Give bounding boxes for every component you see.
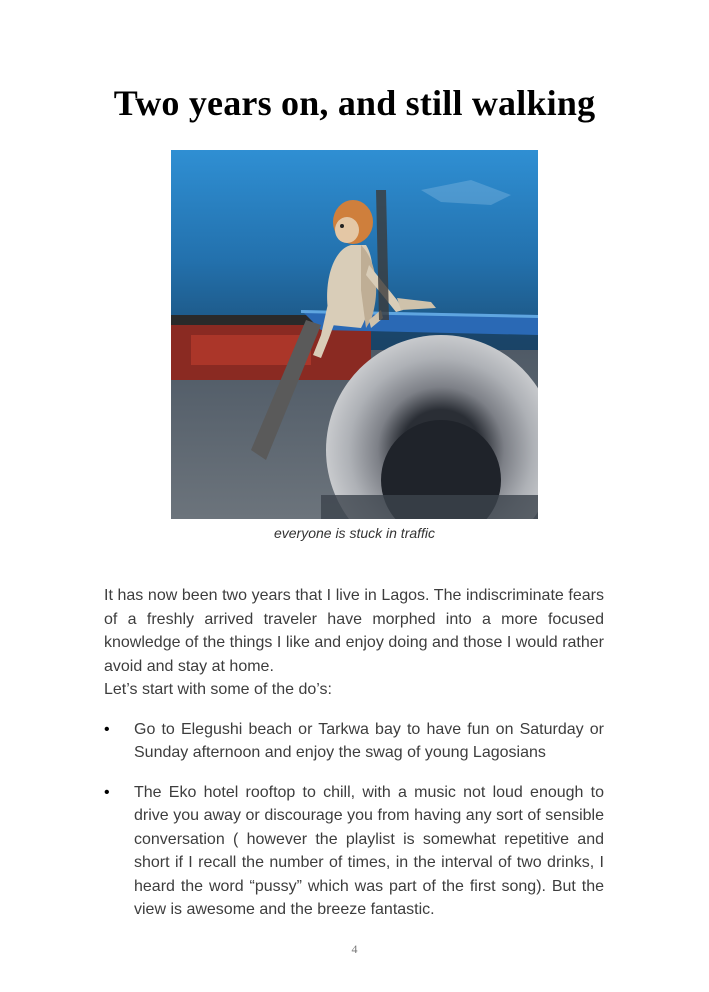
bullet-icon: • bbox=[104, 783, 110, 801]
dos-lead-in: Let’s start with some of the do’s: bbox=[104, 681, 332, 698]
list-item bbox=[104, 781, 604, 922]
page-number: 4 bbox=[351, 942, 358, 956]
monkey-on-truck-photo bbox=[171, 150, 538, 519]
intro-paragraph: It has now been two years that I live in Lagos. The indiscriminate fears of a freshly arrived traveler have morphed into a more focused knowledge of the things I like and enjoy doing and those I would rather avoid and stay at home. bbox=[104, 587, 604, 675]
bullet-icon: • bbox=[104, 720, 110, 738]
dos-list bbox=[104, 718, 604, 922]
article-body bbox=[104, 584, 604, 938]
page-title: Two years on, and still walking bbox=[113, 83, 596, 123]
photo-caption: everyone is stuck in traffic bbox=[273, 525, 436, 541]
list-item-text: The Eko hotel rooftop to chill, with a music not loud enough to drive you away or discourage you from having any sort of sensible conversation ( however the playlist is somewhat repetitive and short if I recall the number of times, in the interval of two drinks, I heard the word “pussy” which was part of the first song). But the view is awesome and the breeze fantastic. bbox=[134, 783, 604, 918]
list-item-text: Go to Elegushi beach or Tarkwa bay to have fun on Saturday or Sunday afternoon and enjoy the swag of young Lagosians bbox=[134, 720, 604, 761]
list-item bbox=[104, 718, 604, 765]
